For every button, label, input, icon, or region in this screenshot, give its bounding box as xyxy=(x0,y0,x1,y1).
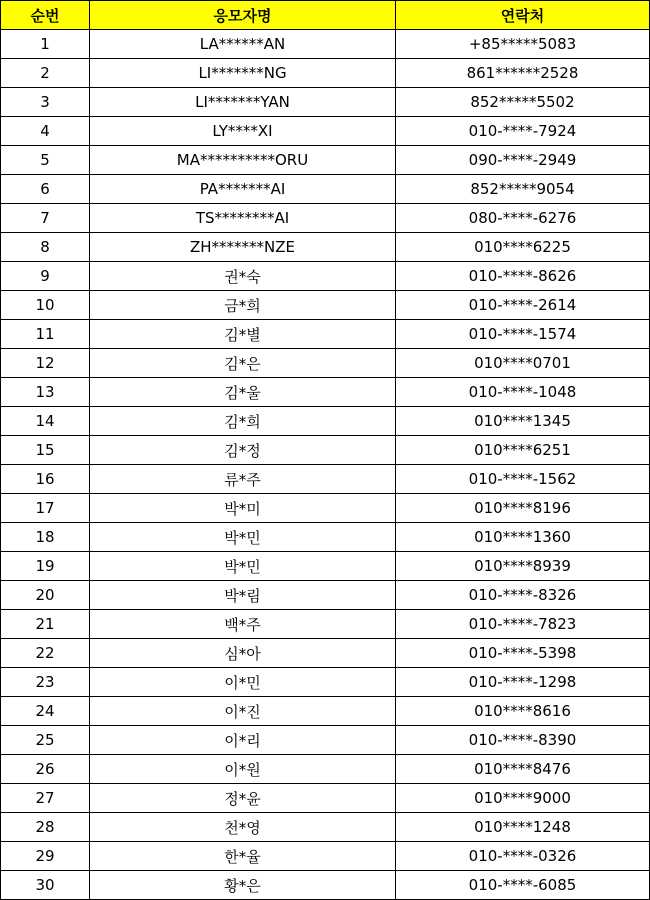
cell-contact: 010****8616 xyxy=(396,697,650,726)
table-row xyxy=(1,726,650,755)
table-row xyxy=(1,175,650,204)
cell-contact: 010****1248 xyxy=(396,813,650,842)
cell-number: 6 xyxy=(1,175,90,204)
cell-contact: 010-****-7823 xyxy=(396,610,650,639)
table-body xyxy=(1,30,650,900)
cell-applicant-name: 이*민 xyxy=(90,668,396,697)
header-row xyxy=(1,1,650,30)
cell-number: 9 xyxy=(1,262,90,291)
cell-contact: 010****6225 xyxy=(396,233,650,262)
cell-number: 16 xyxy=(1,465,90,494)
cell-contact: 010-****-0326 xyxy=(396,842,650,871)
cell-number: 3 xyxy=(1,88,90,117)
cell-contact: 010-****-7924 xyxy=(396,117,650,146)
cell-contact: 010****1345 xyxy=(396,407,650,436)
table-row xyxy=(1,581,650,610)
cell-contact: 010****9000 xyxy=(396,784,650,813)
cell-applicant-name: PA*******AI xyxy=(90,175,396,204)
header-contact: 연락처 xyxy=(396,1,650,30)
cell-number: 13 xyxy=(1,378,90,407)
table-row xyxy=(1,813,650,842)
header-applicant-name: 응모자명 xyxy=(90,1,396,30)
table-row xyxy=(1,755,650,784)
table-row xyxy=(1,871,650,900)
cell-number: 23 xyxy=(1,668,90,697)
cell-contact: 010-****-8626 xyxy=(396,262,650,291)
cell-applicant-name: LI*******YAN xyxy=(90,88,396,117)
cell-contact: 861******2528 xyxy=(396,59,650,88)
cell-number: 11 xyxy=(1,320,90,349)
cell-number: 8 xyxy=(1,233,90,262)
table-row xyxy=(1,639,650,668)
cell-applicant-name: 정*윤 xyxy=(90,784,396,813)
cell-applicant-name: LY****XI xyxy=(90,117,396,146)
cell-applicant-name: 김*정 xyxy=(90,436,396,465)
cell-number: 15 xyxy=(1,436,90,465)
cell-number: 29 xyxy=(1,842,90,871)
table-row xyxy=(1,146,650,175)
cell-applicant-name: 박*민 xyxy=(90,523,396,552)
cell-applicant-name: 이*원 xyxy=(90,755,396,784)
cell-applicant-name: 김*희 xyxy=(90,407,396,436)
table-row xyxy=(1,320,650,349)
cell-contact: 010****6251 xyxy=(396,436,650,465)
cell-contact: 010-****-8390 xyxy=(396,726,650,755)
cell-applicant-name: LI*******NG xyxy=(90,59,396,88)
cell-contact: 010****8196 xyxy=(396,494,650,523)
cell-applicant-name: ZH*******NZE xyxy=(90,233,396,262)
cell-number: 24 xyxy=(1,697,90,726)
cell-applicant-name: LA******AN xyxy=(90,30,396,59)
table-row xyxy=(1,291,650,320)
cell-applicant-name: TS********AI xyxy=(90,204,396,233)
table-row xyxy=(1,88,650,117)
cell-contact: 090-****-2949 xyxy=(396,146,650,175)
cell-number: 26 xyxy=(1,755,90,784)
cell-number: 7 xyxy=(1,204,90,233)
cell-contact: 010****0701 xyxy=(396,349,650,378)
cell-applicant-name: 박*림 xyxy=(90,581,396,610)
cell-applicant-name: 한*율 xyxy=(90,842,396,871)
cell-contact: 010-****-2614 xyxy=(396,291,650,320)
cell-contact: 080-****-6276 xyxy=(396,204,650,233)
cell-number: 4 xyxy=(1,117,90,146)
cell-number: 1 xyxy=(1,30,90,59)
cell-applicant-name: 김*은 xyxy=(90,349,396,378)
cell-contact: 010****8939 xyxy=(396,552,650,581)
table-row xyxy=(1,262,650,291)
cell-applicant-name: 천*영 xyxy=(90,813,396,842)
cell-applicant-name: MA**********ORU xyxy=(90,146,396,175)
table-row xyxy=(1,494,650,523)
table-row xyxy=(1,668,650,697)
cell-number: 17 xyxy=(1,494,90,523)
cell-number: 28 xyxy=(1,813,90,842)
cell-applicant-name: 심*아 xyxy=(90,639,396,668)
cell-number: 18 xyxy=(1,523,90,552)
table-row xyxy=(1,610,650,639)
table-row xyxy=(1,697,650,726)
cell-applicant-name: 박*민 xyxy=(90,552,396,581)
table-row xyxy=(1,784,650,813)
cell-contact: 010****1360 xyxy=(396,523,650,552)
table-row xyxy=(1,842,650,871)
cell-number: 22 xyxy=(1,639,90,668)
cell-number: 30 xyxy=(1,871,90,900)
table-row xyxy=(1,30,650,59)
cell-number: 20 xyxy=(1,581,90,610)
table-row xyxy=(1,204,650,233)
cell-number: 5 xyxy=(1,146,90,175)
cell-number: 10 xyxy=(1,291,90,320)
table-row xyxy=(1,117,650,146)
cell-contact: 010-****-1048 xyxy=(396,378,650,407)
table-row xyxy=(1,552,650,581)
cell-contact: 010-****-6085 xyxy=(396,871,650,900)
cell-number: 12 xyxy=(1,349,90,378)
cell-contact: 010-****-1562 xyxy=(396,465,650,494)
table-row xyxy=(1,465,650,494)
cell-contact: 010-****-8326 xyxy=(396,581,650,610)
table-row xyxy=(1,59,650,88)
cell-contact: 852*****9054 xyxy=(396,175,650,204)
cell-applicant-name: 류*주 xyxy=(90,465,396,494)
cell-applicant-name: 박*미 xyxy=(90,494,396,523)
cell-contact: 010-****-5398 xyxy=(396,639,650,668)
table-row xyxy=(1,523,650,552)
table-row xyxy=(1,407,650,436)
cell-applicant-name: 백*주 xyxy=(90,610,396,639)
cell-applicant-name: 김*별 xyxy=(90,320,396,349)
table-row xyxy=(1,436,650,465)
cell-number: 25 xyxy=(1,726,90,755)
cell-applicant-name: 금*희 xyxy=(90,291,396,320)
cell-applicant-name: 이*진 xyxy=(90,697,396,726)
cell-contact: 010****8476 xyxy=(396,755,650,784)
cell-applicant-name: 권*숙 xyxy=(90,262,396,291)
cell-number: 14 xyxy=(1,407,90,436)
cell-number: 21 xyxy=(1,610,90,639)
cell-applicant-name: 이*리 xyxy=(90,726,396,755)
cell-contact: 010-****-1298 xyxy=(396,668,650,697)
cell-contact: +85*****5083 xyxy=(396,30,650,59)
table-row xyxy=(1,378,650,407)
cell-applicant-name: 김*울 xyxy=(90,378,396,407)
cell-applicant-name: 황*은 xyxy=(90,871,396,900)
header-number: 순번 xyxy=(1,1,90,30)
cell-number: 19 xyxy=(1,552,90,581)
cell-number: 27 xyxy=(1,784,90,813)
table-row xyxy=(1,233,650,262)
cell-contact: 010-****-1574 xyxy=(396,320,650,349)
cell-number: 2 xyxy=(1,59,90,88)
cell-contact: 852*****5502 xyxy=(396,88,650,117)
table-row xyxy=(1,349,650,378)
